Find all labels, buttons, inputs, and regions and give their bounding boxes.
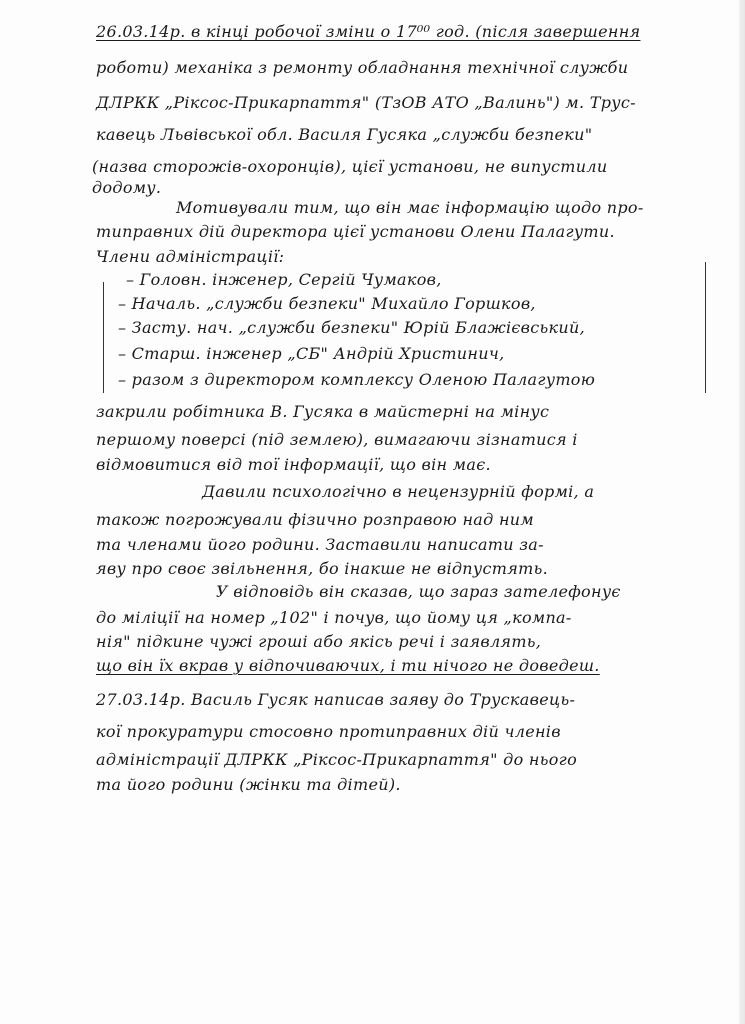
letter-line: [96, 656, 600, 676]
letter-line: також погрожували фізично розправою над ним: [96, 510, 534, 529]
letter-line: роботи) механіка з ремонту обладнання технічної служби: [96, 58, 629, 77]
letter-line: до міліції на номер „102" і почув, що йому ця „компа-: [96, 608, 572, 627]
letter-line: [96, 22, 640, 42]
members-bracket-right: [705, 262, 706, 393]
letter-line: першому поверсі (під землею), вимагаючи зізнатися і: [96, 430, 578, 449]
letter-line: нія" підкине чужі гроші або якісь речі і заявлять,: [96, 632, 542, 651]
letter-line: (назва сторожів-охоронців), цієї установи, не випустили: [92, 157, 608, 176]
letter-line-text: що він їх вкрав у відпочиваючих, і ти нічого не доведеш.: [96, 656, 600, 675]
member-item: – Головн. інженер, Сергій Чумаков,: [126, 270, 442, 289]
letter-line: додому.: [92, 178, 162, 197]
letter-line: та його родини (жінки та дітей).: [96, 775, 401, 794]
members-bracket-left: [103, 282, 104, 393]
letter-line: закрили робітника В. Гусяка в майстерні на мінус: [96, 402, 550, 421]
letter-line: Мотивували тим, що він має інформацію щодо про-: [176, 198, 644, 217]
letter-line: ДЛРКК „Ріксос-Прикарпаття" (ТзОВ АТО „Валинь") м. Трус-: [96, 93, 636, 112]
letter-line: Члени адміністрації:: [96, 247, 285, 266]
member-item: – Старш. інженер „СБ" Андрій Христинич,: [118, 344, 505, 363]
letter-line: 27.03.14р. Василь Гусяк написав заяву до Трускавець-: [96, 690, 576, 709]
letter-line: відмовитися від тої інформації, що він має.: [96, 455, 491, 474]
letter-line: Давили психологічно в нецензурній формі, а: [202, 482, 595, 501]
letter-line: адміністрації ДЛРКК „Ріксос-Прикарпаття" до нього: [96, 750, 578, 769]
member-item: – Началь. „служби безпеки" Михайло Горшков,: [118, 294, 536, 313]
letter-line: типравних дій директора цієї установи Олени Палагути.: [96, 222, 615, 241]
letter-line: яву про своє звільнення, бо інакше не відпустять.: [96, 559, 548, 578]
letter-line: У відповідь він сказав, що зараз зателефонує: [216, 582, 621, 601]
letter-line: кавець Львівської обл. Василя Гусяка „служби безпеки": [96, 125, 593, 144]
member-item: – разом з директором комплексу Оленою Палагутою: [118, 370, 596, 389]
letter-line: кої прокуратури стосовно протиправних дій членів: [96, 722, 561, 741]
member-item: – Засту. нач. „служби безпеки" Юрій Блажієвський,: [118, 318, 586, 337]
letter-line-text: 26.03.14р. в кінці робочої зміни о 17⁰⁰ год. (після завершення: [96, 22, 641, 41]
page-edge: [739, 0, 745, 1024]
letter-line: та членами його родини. Заставили написати за-: [96, 535, 544, 554]
